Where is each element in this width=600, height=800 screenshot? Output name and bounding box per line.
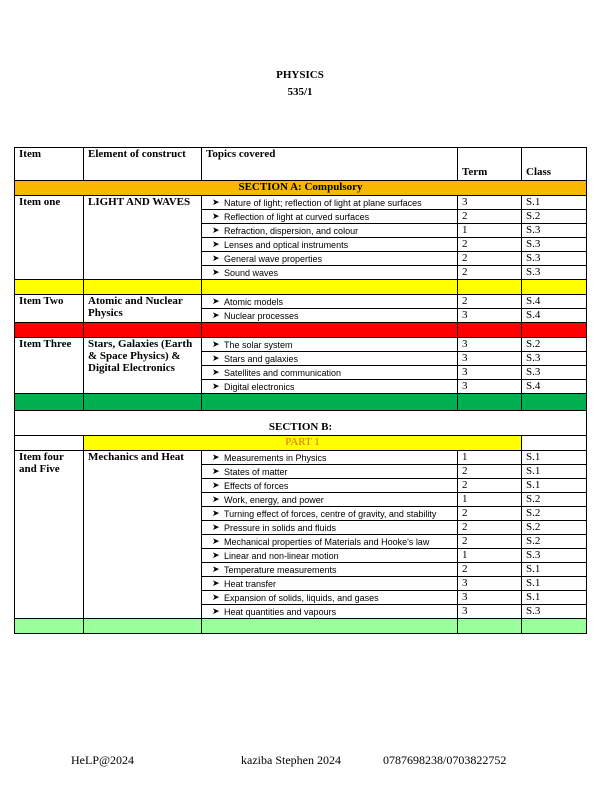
header-element: Element of construct — [84, 148, 202, 181]
topic-text: Heat quantities and vapours — [224, 607, 337, 617]
arrow-bullet-icon: ➤ — [212, 296, 220, 306]
term-cell: 3 — [458, 352, 522, 366]
class-cell: S.2 — [522, 507, 587, 521]
class-cell: S.2 — [522, 338, 587, 352]
topic-cell — [202, 266, 458, 280]
term-cell: 3 — [458, 309, 522, 323]
arrow-bullet-icon: ➤ — [212, 381, 220, 391]
term-cell: 1 — [458, 549, 522, 563]
topic-cell — [202, 605, 458, 619]
topic-cell — [202, 238, 458, 252]
arrow-bullet-icon: ➤ — [212, 211, 220, 221]
footer-left: HeLP@2024 — [71, 753, 135, 767]
topic-cell — [202, 563, 458, 577]
topic-text: States of matter — [224, 467, 288, 477]
class-cell: S.3 — [522, 238, 587, 252]
header-item: Item — [15, 148, 84, 181]
arrow-bullet-icon: ➤ — [212, 606, 220, 616]
arrow-bullet-icon: ➤ — [212, 494, 220, 504]
arrow-bullet-icon: ➤ — [212, 522, 220, 532]
topic-text: Pressure in solids and fluids — [224, 523, 337, 533]
arrow-bullet-icon: ➤ — [212, 353, 220, 363]
class-cell: S.1 — [522, 451, 587, 465]
term-cell: 2 — [458, 295, 522, 309]
arrow-bullet-icon: ➤ — [212, 197, 220, 207]
class-cell: S.3 — [522, 366, 587, 380]
topic-cell — [202, 352, 458, 366]
section-b-row — [15, 411, 587, 436]
topic-text: Expansion of solids, liquids, and gases — [224, 593, 379, 603]
topic-cell — [202, 451, 458, 465]
header-class: Class — [522, 148, 587, 181]
header-term: Term — [458, 148, 522, 181]
class-cell: S.1 — [522, 479, 587, 493]
class-cell: S.2 — [522, 493, 587, 507]
term-cell: 2 — [458, 507, 522, 521]
term-cell: 1 — [458, 493, 522, 507]
topic-cell — [202, 224, 458, 238]
item-cell: Item one — [15, 196, 84, 280]
arrow-bullet-icon: ➤ — [212, 466, 220, 476]
term-cell: 3 — [458, 591, 522, 605]
term-cell: 2 — [458, 521, 522, 535]
arrow-bullet-icon: ➤ — [212, 239, 220, 249]
topic-cell — [202, 252, 458, 266]
section-a-label: SECTION A: Compulsory — [15, 181, 587, 196]
arrow-bullet-icon: ➤ — [212, 564, 220, 574]
topic-cell — [202, 309, 458, 323]
document-title: PHYSICS — [276, 69, 324, 81]
light-green-separator — [15, 619, 587, 634]
footer-right: 0787698238/0703822752 — [383, 753, 507, 767]
class-cell: S.2 — [522, 535, 587, 549]
topic-cell — [202, 196, 458, 210]
class-cell: S.4 — [522, 380, 587, 394]
header-topics: Topics covered — [202, 148, 458, 181]
class-cell: S.1 — [522, 577, 587, 591]
class-cell: S.4 — [522, 309, 587, 323]
section-a-row — [15, 181, 587, 196]
topic-cell — [202, 338, 458, 352]
element-cell: LIGHT AND WAVES — [84, 196, 202, 280]
arrow-bullet-icon: ➤ — [212, 480, 220, 490]
topic-cell — [202, 479, 458, 493]
red-separator — [15, 323, 587, 338]
table-row — [15, 196, 587, 210]
arrow-bullet-icon: ➤ — [212, 452, 220, 462]
element-cell: Mechanics and Heat — [84, 451, 202, 619]
class-cell: S.1 — [522, 563, 587, 577]
table-row — [15, 295, 587, 309]
topic-cell — [202, 380, 458, 394]
arrow-bullet-icon: ➤ — [212, 267, 220, 277]
green-separator — [15, 394, 587, 411]
class-cell: S.3 — [522, 352, 587, 366]
class-cell: S.2 — [522, 210, 587, 224]
topic-text: Effects of forces — [224, 481, 289, 491]
topic-text: Measurements in Physics — [224, 453, 327, 463]
table-row — [15, 338, 587, 352]
term-cell: 3 — [458, 577, 522, 591]
class-cell: S.3 — [522, 549, 587, 563]
class-cell: S.2 — [522, 521, 587, 535]
section-b-label: SECTION B: — [15, 411, 587, 436]
topic-text: Linear and non-linear motion — [224, 551, 339, 561]
arrow-bullet-icon: ➤ — [212, 225, 220, 235]
term-cell: 1 — [458, 451, 522, 465]
topic-text: Reflection of light at curved surfaces — [224, 212, 370, 222]
paper-code: 535/1 — [287, 86, 313, 98]
topic-text: Refraction, dispersion, and colour — [224, 226, 359, 236]
topic-cell — [202, 521, 458, 535]
class-cell: S.1 — [522, 591, 587, 605]
footer-middle: kaziba Stephen 2024 — [241, 753, 341, 767]
class-cell: S.3 — [522, 252, 587, 266]
term-cell: 2 — [458, 465, 522, 479]
topic-cell — [202, 295, 458, 309]
topic-text: Mechanical properties of Materials and Hooke's law — [224, 537, 430, 547]
topic-cell — [202, 577, 458, 591]
term-cell: 3 — [458, 380, 522, 394]
part-label: PART 1 — [84, 436, 522, 451]
term-cell: 2 — [458, 210, 522, 224]
class-cell: S.3 — [522, 266, 587, 280]
arrow-bullet-icon: ➤ — [212, 339, 220, 349]
class-cell: S.3 — [522, 605, 587, 619]
topic-text: Nuclear processes — [224, 311, 299, 321]
term-cell: 2 — [458, 252, 522, 266]
arrow-bullet-icon: ➤ — [212, 310, 220, 320]
header-row — [15, 148, 587, 181]
topic-text: Nature of light; reflection of light at plane surfaces — [224, 198, 422, 208]
yellow-separator — [15, 280, 587, 295]
topic-text: Turning effect of forces, centre of gravity, and stability — [224, 509, 437, 519]
topic-text: Temperature measurements — [224, 565, 337, 575]
arrow-bullet-icon: ➤ — [212, 536, 220, 546]
term-cell: 3 — [458, 366, 522, 380]
item-cell: Item Three — [15, 338, 84, 394]
topic-cell — [202, 493, 458, 507]
item-cell: Item Two — [15, 295, 84, 323]
arrow-bullet-icon: ➤ — [212, 578, 220, 588]
term-cell: 2 — [458, 479, 522, 493]
arrow-bullet-icon: ➤ — [212, 253, 220, 263]
arrow-bullet-icon: ➤ — [212, 550, 220, 560]
part-row — [15, 436, 587, 451]
topic-cell — [202, 535, 458, 549]
topic-text: Work, energy, and power — [224, 495, 324, 505]
class-cell: S.1 — [522, 196, 587, 210]
item-cell: Item four and Five — [15, 451, 84, 619]
topic-text: Lenses and optical instruments — [224, 240, 349, 250]
topic-cell — [202, 591, 458, 605]
arrow-bullet-icon: ➤ — [212, 367, 220, 377]
table-row — [15, 451, 587, 465]
term-cell: 3 — [458, 196, 522, 210]
element-cell: Stars, Galaxies (Earth & Space Physics) & Digital Electronics — [84, 338, 202, 394]
topic-text: Stars and galaxies — [224, 354, 299, 364]
topic-text: Atomic models — [224, 297, 284, 307]
term-cell: 2 — [458, 563, 522, 577]
term-cell: 2 — [458, 266, 522, 280]
syllabus-table — [14, 147, 587, 634]
term-cell: 2 — [458, 238, 522, 252]
term-cell: 3 — [458, 338, 522, 352]
term-cell: 2 — [458, 535, 522, 549]
topic-cell — [202, 549, 458, 563]
topic-text: The solar system — [224, 340, 293, 350]
topic-text: Heat transfer — [224, 579, 277, 589]
element-cell: Atomic and Nuclear Physics — [84, 295, 202, 323]
topic-text: Satellites and communication — [224, 368, 342, 378]
class-cell: S.1 — [522, 465, 587, 479]
topic-cell — [202, 507, 458, 521]
term-cell: 1 — [458, 224, 522, 238]
arrow-bullet-icon: ➤ — [212, 508, 220, 518]
topic-text: Digital electronics — [224, 382, 295, 392]
topic-text: Sound waves — [224, 268, 279, 278]
topic-cell — [202, 210, 458, 224]
class-cell: S.4 — [522, 295, 587, 309]
arrow-bullet-icon: ➤ — [212, 592, 220, 602]
topic-cell — [202, 465, 458, 479]
topic-text: General wave properties — [224, 254, 323, 264]
topic-cell — [202, 366, 458, 380]
class-cell: S.3 — [522, 224, 587, 238]
term-cell: 3 — [458, 605, 522, 619]
